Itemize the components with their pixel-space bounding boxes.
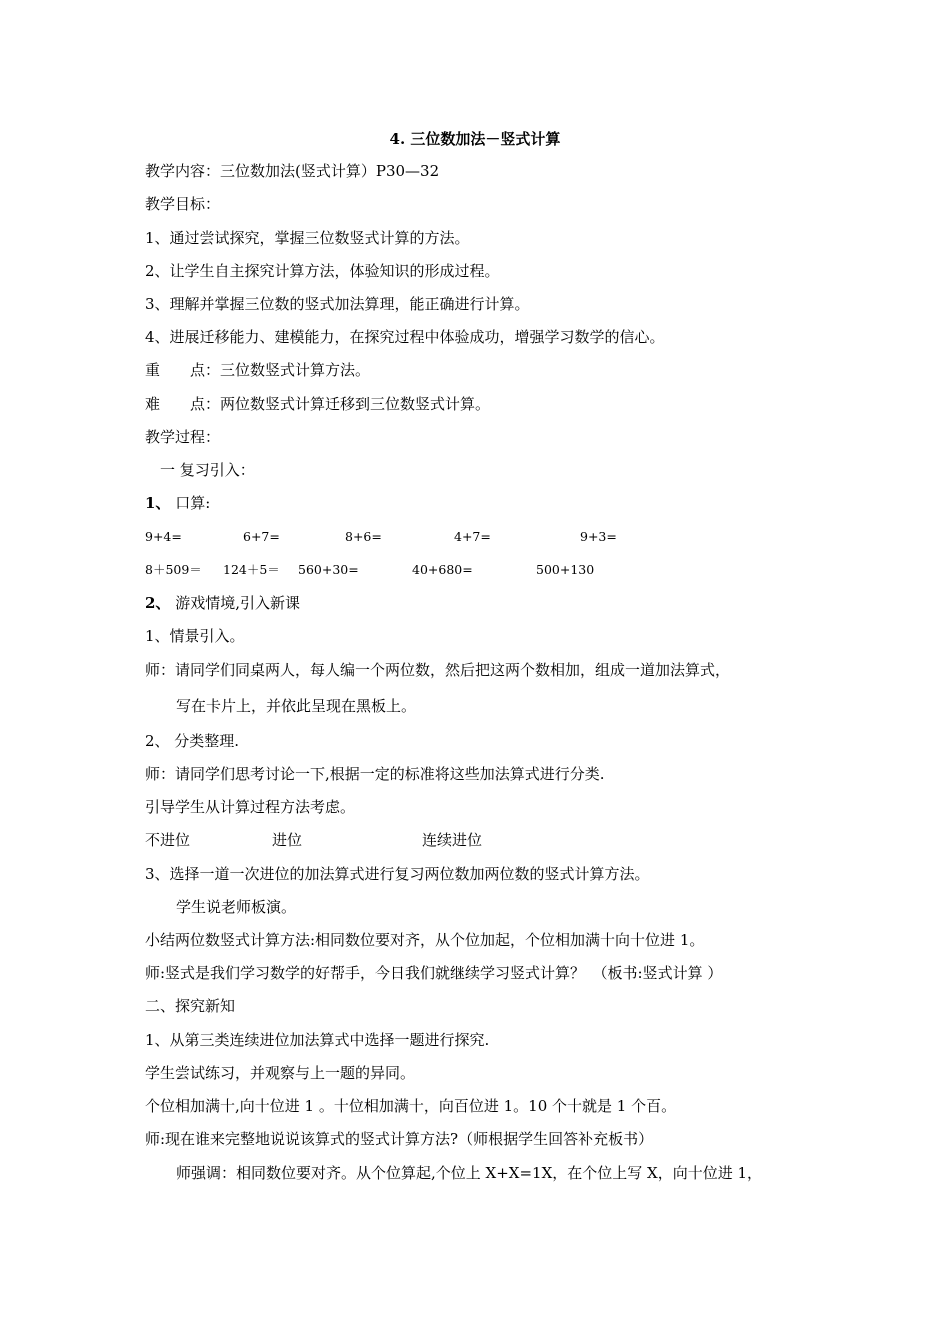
math-item: 8＋509＝	[145, 562, 202, 577]
mental-math-row-1	[0, 528, 950, 546]
category-label: 进位	[272, 831, 303, 849]
category-row	[0, 831, 950, 849]
category-label: 连续进位	[422, 831, 483, 849]
paragraph: 师:竖式是我们学习数学的好帮手，今日我们就继续学习竖式计算？ （板书:竖式计算 ）	[145, 964, 723, 982]
math-item: 500+130	[536, 562, 595, 577]
section-heading: 二、探究新知	[145, 997, 236, 1015]
paragraph: 师强调：相同数位要对齐。从个位算起,个位上 X+X=1X，在个位上写 X，向十位进 1，	[176, 1164, 763, 1182]
paragraph: 写在卡片上，并依此呈现在黑板上。	[176, 697, 417, 715]
math-item: 560+30=	[298, 562, 359, 577]
math-item: 4+7=	[454, 529, 491, 544]
math-item: 8+6=	[345, 529, 382, 544]
paragraph: 学生说老师板演。	[176, 898, 297, 916]
paragraph: 师：请同学们同桌两人，每人编一个两位数，然后把这两个数相加，组成一道加法算式，	[145, 661, 731, 679]
math-item: 124＋5＝	[223, 562, 280, 577]
mental-math-row-2	[0, 561, 950, 579]
page-title: 4. 三位数加法－竖式计算	[389, 130, 561, 148]
paragraph: 2、 分类整理.	[145, 732, 240, 750]
paragraph: 小结两位数竖式计算方法:相同数位要对齐，从个位加起，个位相加满十向十位进 1。	[145, 931, 705, 949]
paragraph: 1、情景引入。	[145, 627, 245, 645]
goal-item: 4、进展迁移能力、建模能力，在探究过程中体验成功，增强学习数学的信心。	[145, 328, 665, 346]
paragraph: 个位相加满十,向十位进 1 。十位相加满十，向百位进 1。10 个十就是 1 个百。	[145, 1097, 677, 1115]
math-item: 9+3=	[580, 529, 617, 544]
item-text: 口算:	[170, 494, 211, 512]
math-item: 6+7=	[243, 529, 280, 544]
math-item: 40+680=	[412, 562, 473, 577]
difficult-point: 难 点：两位数竖式计算迁移到三位数竖式计算。	[145, 395, 491, 413]
section-heading: 一 复习引入：	[160, 461, 255, 479]
goals-heading: 教学目标：	[145, 195, 221, 213]
paragraph: 3、选择一道一次进位的加法算式进行复习两位数加两位数的竖式计算方法。	[145, 865, 650, 883]
goal-item: 3、理解并掌握三位数的竖式加法算理，能正确进行计算。	[145, 295, 530, 313]
paragraph: 1、从第三类连续进位加法算式中选择一题进行探究.	[145, 1031, 490, 1049]
category-label: 不进位	[145, 831, 191, 849]
paragraph: 学生尝试练习，并观察与上一题的异同。	[145, 1064, 416, 1082]
item-heading	[145, 594, 300, 612]
item-number: 2、	[145, 594, 171, 612]
item-text: 游戏情境,引入新课	[170, 594, 300, 612]
paragraph: 师:现在谁来完整地说说该算式的竖式计算方法?（师根据学生回答补充板书）	[145, 1130, 654, 1148]
goal-item: 2、让学生自主探究计算方法，体验知识的形成过程。	[145, 262, 500, 280]
process-heading: 教学过程：	[145, 428, 221, 446]
paragraph: 引导学生从计算过程方法考虑。	[145, 798, 356, 816]
item-number: 1、	[145, 494, 171, 512]
math-item: 9+4=	[145, 529, 182, 544]
item-heading	[145, 494, 210, 512]
goal-item: 1、通过尝试探究，掌握三位数竖式计算的方法。	[145, 229, 470, 247]
paragraph: 师：请同学们思考讨论一下,根据一定的标准将这些加法算式进行分类.	[145, 765, 605, 783]
content-line: 教学内容：三位数加法(竖式计算）P30—32	[145, 162, 440, 180]
key-point: 重 点：三位数竖式计算方法。	[145, 361, 371, 379]
